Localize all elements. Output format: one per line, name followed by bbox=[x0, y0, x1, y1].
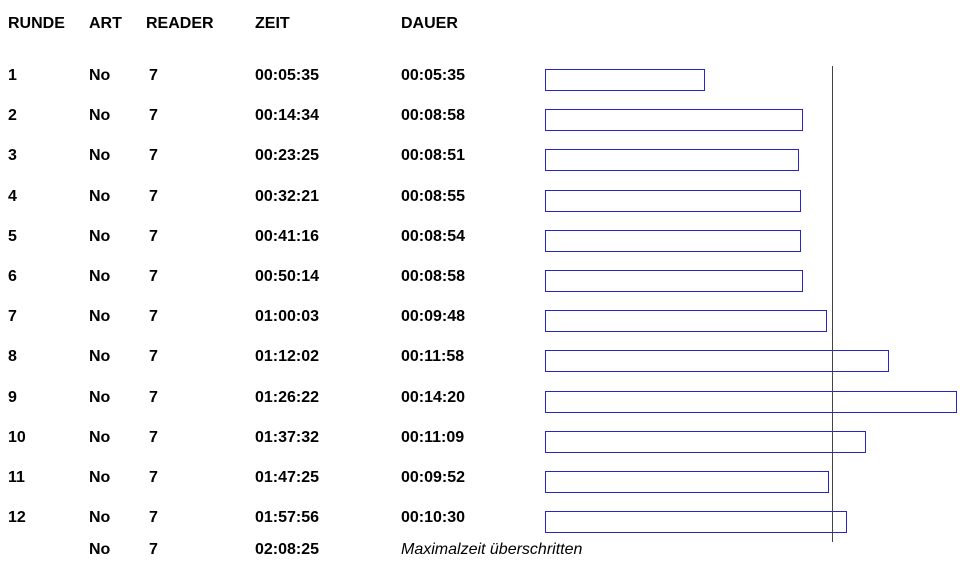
row-runde: 5 bbox=[8, 227, 17, 245]
reference-line bbox=[832, 66, 833, 542]
row-zeit: 01:12:02 bbox=[255, 348, 320, 366]
row-reader: 7 bbox=[149, 67, 158, 84]
row-dauer: 00:05:35 bbox=[401, 67, 466, 84]
row-runde: 9 bbox=[8, 388, 17, 406]
final-row-reader: 7 bbox=[149, 541, 158, 558]
row-dauer: 00:08:51 bbox=[401, 147, 466, 165]
row-zeit: 01:37:32 bbox=[255, 428, 320, 446]
duration-bar bbox=[545, 431, 866, 453]
row-runde: 12 bbox=[8, 509, 26, 527]
row-art: No bbox=[89, 147, 111, 165]
row-art: No bbox=[89, 187, 111, 205]
row-dauer: 00:11:09 bbox=[401, 428, 465, 446]
row-dauer: 00:08:55 bbox=[401, 187, 466, 205]
row-art: No bbox=[89, 268, 111, 285]
row-art: No bbox=[89, 469, 111, 486]
duration-bar bbox=[545, 230, 801, 252]
row-zeit: 00:14:34 bbox=[255, 107, 320, 125]
row-reader: 7 bbox=[149, 268, 158, 285]
row-runde: 11 bbox=[8, 469, 25, 486]
row-dauer: 00:14:20 bbox=[401, 388, 466, 406]
row-reader: 7 bbox=[149, 308, 158, 326]
duration-bar bbox=[545, 149, 799, 171]
duration-bar bbox=[545, 69, 705, 91]
row-art: No bbox=[89, 388, 111, 406]
duration-bar bbox=[545, 190, 801, 212]
row-art: No bbox=[89, 509, 111, 527]
row-zeit: 01:47:25 bbox=[255, 469, 320, 486]
row-reader: 7 bbox=[149, 428, 158, 446]
row-art: No bbox=[89, 348, 111, 366]
duration-bar bbox=[545, 350, 889, 372]
final-row-art: No bbox=[89, 541, 111, 558]
row-runde: 10 bbox=[8, 428, 26, 446]
row-dauer: 00:08:54 bbox=[401, 227, 466, 245]
row-zeit: 00:05:35 bbox=[255, 67, 320, 84]
row-dauer: 00:10:30 bbox=[401, 509, 466, 527]
row-art: No bbox=[89, 428, 111, 446]
row-runde: 3 bbox=[8, 147, 17, 165]
row-art: No bbox=[89, 67, 111, 84]
row-reader: 7 bbox=[149, 147, 158, 165]
row-art: No bbox=[89, 107, 111, 125]
header-reader: READER bbox=[146, 15, 214, 32]
header-runde: RUNDE bbox=[8, 15, 65, 32]
duration-bar bbox=[545, 310, 827, 332]
row-runde: 7 bbox=[8, 308, 17, 326]
duration-bar bbox=[545, 109, 803, 131]
duration-bar bbox=[545, 391, 957, 413]
row-dauer: 00:09:48 bbox=[401, 308, 466, 326]
duration-bar bbox=[545, 270, 803, 292]
header-zeit: ZEIT bbox=[255, 15, 290, 32]
row-zeit: 01:57:56 bbox=[255, 509, 320, 527]
row-zeit: 00:32:21 bbox=[255, 187, 320, 205]
row-zeit: 00:41:16 bbox=[255, 227, 320, 245]
row-reader: 7 bbox=[149, 187, 158, 205]
row-dauer: 00:09:52 bbox=[401, 469, 466, 486]
row-runde: 2 bbox=[8, 107, 17, 125]
row-zeit: 00:50:14 bbox=[255, 268, 320, 285]
header-art: ART bbox=[89, 15, 122, 32]
final-row-zeit: 02:08:25 bbox=[255, 541, 320, 558]
row-reader: 7 bbox=[149, 227, 158, 245]
duration-bar bbox=[545, 471, 829, 493]
row-dauer: 00:11:58 bbox=[401, 348, 465, 366]
row-art: No bbox=[89, 227, 111, 245]
row-runde: 4 bbox=[8, 187, 17, 205]
row-zeit: 00:23:25 bbox=[255, 147, 320, 165]
row-reader: 7 bbox=[149, 388, 158, 406]
row-runde: 8 bbox=[8, 348, 17, 366]
row-runde: 1 bbox=[8, 67, 17, 84]
header-dauer: DAUER bbox=[401, 15, 458, 32]
row-reader: 7 bbox=[149, 469, 158, 486]
row-reader: 7 bbox=[149, 509, 158, 527]
row-runde: 6 bbox=[8, 268, 17, 285]
row-zeit: 01:00:03 bbox=[255, 308, 320, 326]
row-dauer: 00:08:58 bbox=[401, 268, 466, 285]
row-reader: 7 bbox=[149, 348, 158, 366]
row-zeit: 01:26:22 bbox=[255, 388, 320, 406]
row-art: No bbox=[89, 308, 111, 326]
duration-bar bbox=[545, 511, 847, 533]
row-dauer: 00:08:58 bbox=[401, 107, 466, 125]
row-reader: 7 bbox=[149, 107, 158, 125]
final-row-note: Maximalzeit überschritten bbox=[401, 541, 583, 558]
